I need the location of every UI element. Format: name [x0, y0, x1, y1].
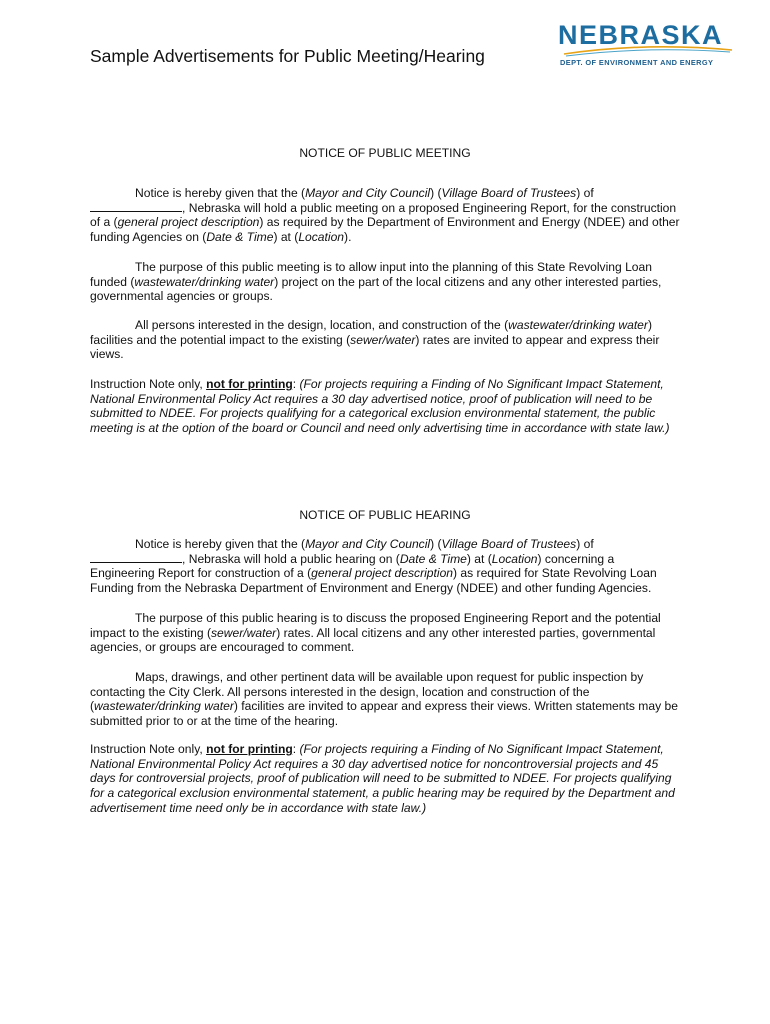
instruction-note-text: (For projects requiring a Finding of No Significant Impact Statement, National Environmental Policy Act requires a 30 day advertised notice for noncontroversial projects and 45 days for controversial projects, proof of publication will need to be submitted to NDEE. For projects qualifying for a categorical exclusion environmental statement, a public hearing may be required by the Department and advertisement time need only be in accordance with state law.)	[90, 742, 675, 815]
hearing-paragraph-1	[90, 537, 680, 596]
text-run: ) facilities are invited to appear and express their views. Written statements may be submitted prior to or at the time of the hearing.	[90, 699, 678, 729]
text-run: ) facilities and the potential impact to the existing (	[90, 318, 652, 347]
text-run: Maps, drawings, and other pertinent data will be available upon request for public inspection by contacting the City Clerk. All persons interested in the design, location and construction of the (	[90, 670, 644, 714]
text-run: ) project on the part of the local citizens and any other interested parties, governmental agencies or groups.	[90, 274, 662, 304]
placeholder-date-time: Date & Time	[206, 230, 274, 245]
text-run: ) at (	[466, 551, 492, 566]
meeting-paragraph-3	[90, 318, 680, 362]
placeholder-location: Location	[298, 230, 345, 245]
text-run: ) as required for State Revolving Loan Funding from the Nebraska Department of Environment and Energy (NDEE) and other funding Agencies.	[90, 566, 657, 596]
text-run: :	[292, 377, 300, 391]
text-run: All persons interested in the design, location, and construction of the (	[135, 318, 509, 332]
not-for-printing-label: not for printing	[206, 377, 293, 391]
page-title: Sample Advertisements for Public Meeting/Hearing	[90, 46, 485, 66]
text-run: The purpose of this public hearing is to discuss the proposed Engineering Report and the potential impact to the existing (	[90, 611, 661, 640]
logo-subtitle: DEPT. OF ENVIRONMENT AND ENERGY	[560, 58, 714, 67]
text-run: Instruction Note only,	[90, 742, 207, 756]
text-run: Notice is hereby given that the (	[135, 186, 306, 200]
blank-line	[90, 552, 182, 563]
text-run: ).	[344, 230, 352, 245]
logo-wordmark: NEBRASKA	[558, 20, 724, 50]
placeholder-village-board: Village Board of Trustees	[441, 537, 577, 551]
not-for-printing-label: not for printing	[206, 742, 293, 756]
placeholder-mayor: Mayor and City Council	[305, 537, 431, 551]
text-run: ) rates. All local citizens and any other interested parties, governmental agencies, or groups are encouraged to comment.	[90, 625, 656, 655]
placeholder-project: general project description	[311, 566, 454, 581]
text-run: Notice is hereby given that the (	[135, 537, 306, 551]
meeting-instruction-note	[90, 377, 680, 436]
hearing-paragraph-2	[90, 611, 680, 655]
placeholder-project: general project description	[117, 215, 260, 230]
meeting-paragraph-2	[90, 260, 680, 304]
text-run: The purpose of this public meeting is to allow input into the planning of this State Revolving Loan funded (	[90, 260, 652, 289]
text-run: , Nebraska will hold a public meeting on a proposed Engineering Report, for the construction of a (	[90, 200, 677, 230]
hearing-paragraph-3	[90, 670, 680, 729]
meeting-heading: NOTICE OF PUBLIC MEETING	[299, 146, 471, 160]
placeholder-utility: wastewater/drinking water	[508, 318, 648, 332]
placeholder-rates: sewer/water	[350, 332, 416, 347]
text-run: ) concerning a Engineering Report for construction of a (	[90, 551, 615, 581]
placeholder-date-time: Date & Time	[399, 551, 467, 566]
placeholder-location: Location	[491, 551, 538, 566]
placeholder-rates: sewer/water	[211, 625, 277, 640]
nebraska-logo	[556, 20, 736, 70]
text-run: ) as required by the Department of Environment and Energy (NDEE) and other funding Agencies on (	[90, 215, 680, 245]
text-run: Instruction Note only,	[90, 377, 207, 391]
blank-line	[90, 201, 182, 212]
text-run: , Nebraska will hold a public hearing on (	[182, 551, 400, 566]
text-run: ) of	[576, 186, 594, 200]
meeting-paragraph-1	[90, 186, 680, 245]
hearing-heading: NOTICE OF PUBLIC HEARING	[299, 508, 471, 522]
hearing-instruction-note	[90, 742, 680, 816]
text-run: :	[292, 742, 300, 756]
text-run: ) of	[576, 537, 594, 551]
placeholder-utility: wastewater/drinking water	[134, 274, 275, 289]
text-run: ) (	[430, 186, 442, 200]
text-run: ) at (	[273, 230, 299, 245]
placeholder-mayor: Mayor and City Council	[305, 186, 431, 200]
placeholder-village-board: Village Board of Trustees	[441, 186, 577, 200]
text-run: ) rates are invited to appear and express their views.	[90, 332, 660, 362]
text-run: ) (	[430, 537, 442, 551]
placeholder-utility: wastewater/drinking water	[94, 699, 234, 714]
instruction-note-text: (For projects requiring a Finding of No Significant Impact Statement, National Environmental Policy Act requires a 30 day advertised notice, proof of publication will need to be submitted to NDEE. For projects qualifying for a categorical exclusion environmental statement, the public meeting is at the option of the board or Council and need only advertising time in accordance with state law.)	[90, 377, 670, 436]
